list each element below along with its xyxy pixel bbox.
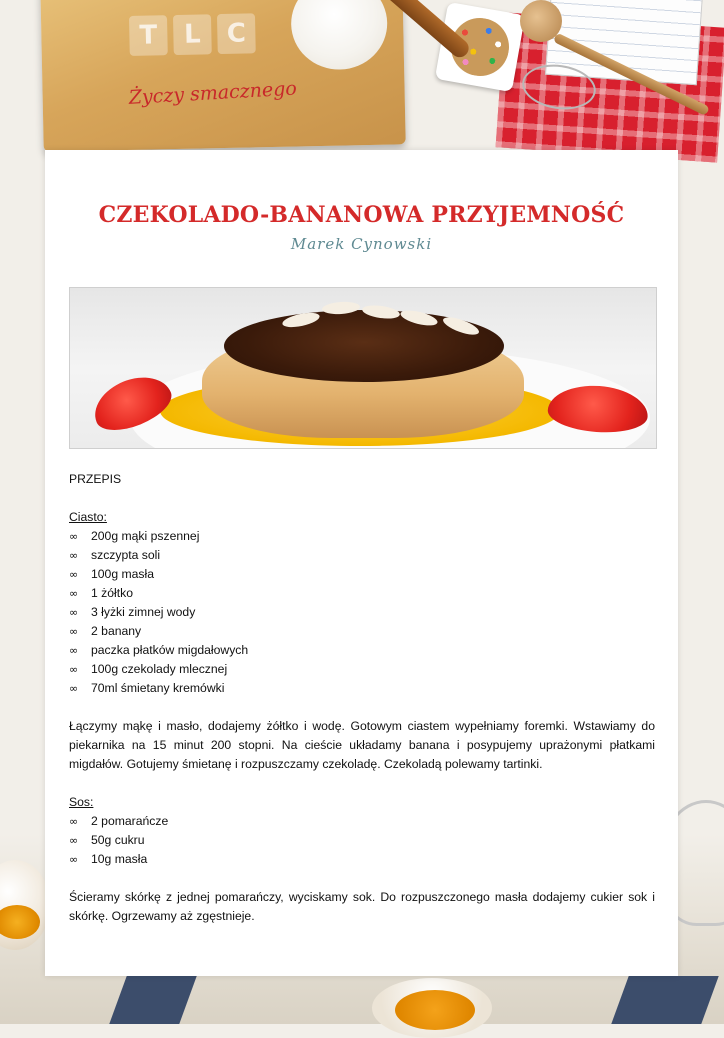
sauce-ingredient-list: [69, 812, 655, 869]
list-item: [69, 546, 655, 565]
recipe-author: Marek Cynowski: [290, 235, 433, 253]
tagline: Życzy smacznego: [128, 77, 298, 109]
ingredient-text: 100g masła: [91, 567, 155, 581]
recipe-content: [69, 470, 655, 926]
list-item: [69, 831, 655, 850]
logo-letter: C: [217, 13, 256, 54]
infinity-bullet-icon: ∞: [69, 625, 79, 638]
ingredient-text: 10g masła: [91, 852, 148, 866]
list-item: [69, 565, 655, 584]
tlc-logo: [129, 13, 256, 56]
infinity-bullet-icon: ∞: [69, 853, 79, 866]
list-item: [69, 641, 655, 660]
header-cutting-board: [40, 0, 405, 152]
infinity-bullet-icon: ∞: [69, 587, 79, 600]
ingredient-text: 50g cukru: [91, 833, 145, 847]
dough-instructions: Łączymy mąkę i masło, dodajemy żółtko i wodę. Gotowym ciastem wypełniamy foremki. Wstawiamy do piekarnika na 15 minut 200 stopni. Na cieście układamy banana i posypujemy uprażonymi płatkami migdałów. Gotujemy śmietanę i rozpuszczamy czekoladę. Czekoladą polewamy tartinki.: [69, 719, 655, 771]
ingredient-text: 2 banany: [91, 624, 142, 638]
logo-letter: T: [129, 15, 168, 56]
list-item: [69, 812, 655, 831]
infinity-bullet-icon: ∞: [69, 663, 79, 676]
ingredient-text: 200g mąki pszennej: [91, 529, 200, 543]
ingredient-text: 100g czekolady mlecznej: [91, 662, 228, 676]
list-item: [69, 603, 655, 622]
infinity-bullet-icon: ∞: [69, 549, 79, 562]
section-label: PRZEPIS: [69, 472, 122, 486]
ingredient-text: 1 żółtko: [91, 586, 134, 600]
list-item: [69, 660, 655, 679]
list-item: [69, 527, 655, 546]
ingredient-text: paczka płatków migdałowych: [91, 643, 249, 657]
wooden-spoon-image: [520, 0, 562, 42]
ingredient-text: szczypta soli: [91, 548, 161, 562]
egg-yolk-image: [395, 990, 475, 1030]
list-item: [69, 584, 655, 603]
recipe-title: CZEKOLADO-BANANOWA PRZYJEMNOŚĆ: [98, 202, 625, 228]
ingredient-text: 70ml śmietany kremówki: [91, 681, 225, 695]
list-item: [69, 850, 655, 869]
list-item: [69, 622, 655, 641]
infinity-bullet-icon: ∞: [69, 568, 79, 581]
infinity-bullet-icon: ∞: [69, 682, 79, 695]
infinity-bullet-icon: ∞: [69, 815, 79, 828]
infinity-bullet-icon: ∞: [69, 606, 79, 619]
dough-heading: Ciasto:: [69, 510, 107, 524]
striped-cloth-image: [611, 976, 718, 1024]
ingredient-text: 2 pomarańcze: [91, 814, 169, 828]
dish-photo: [69, 287, 657, 449]
list-item: [69, 679, 655, 698]
sauce-heading: Sos:: [69, 795, 94, 809]
recipe-page: [45, 150, 678, 976]
logo-letter: L: [173, 14, 212, 55]
dough-ingredient-list: [69, 527, 655, 698]
infinity-bullet-icon: ∞: [69, 644, 79, 657]
infinity-bullet-icon: ∞: [69, 834, 79, 847]
ingredient-text: 3 łyżki zimnej wody: [91, 605, 196, 619]
flour-image: [290, 0, 388, 71]
sauce-instructions: Ścieramy skórkę z jednej pomarańczy, wyciskamy sok. Do rozpuszczonego masła dodajemy cukier sok i skórkę. Ogrzewamy aż zgęstnieje.: [69, 890, 655, 923]
infinity-bullet-icon: ∞: [69, 530, 79, 543]
